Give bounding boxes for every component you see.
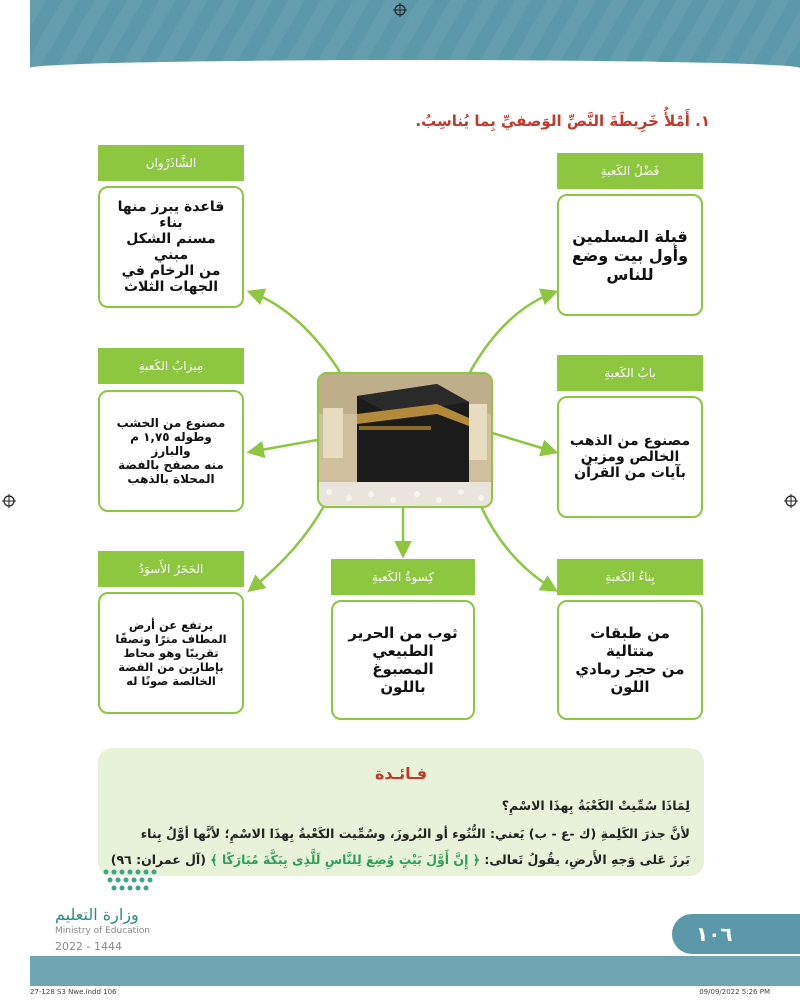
box-shadharwan-text: قاعدة يبرز منها بناء مسنم الشكل مبني من الرخام في الجهات الثلاث	[117, 199, 225, 295]
box-bab[interactable]	[557, 396, 703, 518]
label-bina: بِناءُ الكَعبةِ	[557, 559, 703, 595]
benefit-answer-line-1: لأنَّ جذرَ الكَلِمةِ (ك -ع - ب) يَعني: النُّتُوء أو البُروزَ، وسُمِّيت الكَعْبةُ بِهذَا الاسْمِ؛ لأنَّها أوَّلُ بِناء	[140, 826, 690, 841]
vision-dots-logo	[100, 866, 172, 894]
box-bina-text: من طبقات متتالية من حجر رمادي اللون	[575, 624, 685, 696]
box-hajar[interactable]	[98, 592, 244, 714]
benefit-title: فـائـدة	[374, 764, 428, 783]
label-bab: بابُ الكَعبةِ	[557, 355, 703, 391]
registration-mark-icon	[393, 2, 407, 16]
label-kiswa: كِسوةُ الكَعبةِ	[331, 559, 475, 595]
label-fadl: فَضْلُ الكَعبةِ	[557, 153, 703, 189]
benefit-answer-line-2	[110, 852, 690, 867]
label-shadharwan: الشَّاذَرْوان	[98, 145, 244, 181]
benefit-answer-intro: بَرزَ عَلى وَجهِ الأَرضِ، يقُولُ تَعالى:	[484, 852, 690, 867]
box-mizab-text: مصنوع من الخشب وطوله ١,٧٥ م والبارز منه مصفح بالفضة المحلاة بالذهب	[116, 416, 226, 486]
quran-verse: ﴿ إِنَّ أَوَّلَ بَيْتٍ وُضِعَ لِلنَّاسِ لَلَّذِى بِبَكَّةَ مُبَارَكًا ﴾	[210, 852, 481, 867]
ministry-name-en: Ministry of Education	[55, 926, 150, 936]
footer-timestamp: 09/09/2022 5:26 PM	[699, 988, 770, 996]
verse-reference: (آل عمران: ٩٦)	[110, 852, 206, 867]
box-hajar-text: يرتفع عن أرض المطاف مترًا ونصفًا تقريبًا وهو محاط بإطارين من الفضة الخالصة صونًا له	[115, 618, 227, 688]
box-mizab[interactable]	[98, 390, 244, 512]
header-pattern	[30, 0, 800, 68]
label-mizab: مِيزابُ الكَعبةِ	[98, 348, 244, 384]
box-bab-text: مصنوع من الذهب الخالص ومزين بآيات من القرآن	[569, 433, 691, 481]
footer-file-info: 27-128 S3 Nwe.indd 106	[30, 988, 117, 996]
box-bina[interactable]	[557, 600, 703, 720]
registration-mark-icon	[784, 493, 798, 507]
box-fadl-text: قبلة المسلمين وأول بيت وضع للناس	[571, 226, 689, 284]
box-fadl[interactable]	[557, 194, 703, 316]
page-number: ١٠٦	[672, 914, 800, 954]
kaaba-photo	[317, 372, 493, 508]
box-kiswa[interactable]	[331, 600, 475, 720]
ministry-name-ar: وزارة التعليم	[55, 905, 139, 924]
header-wave	[30, 60, 800, 76]
edition-year: 2022 - 1444	[55, 940, 122, 953]
header-band	[30, 0, 800, 68]
benefit-question: لِمَاذَا سُمِّيتْ الكَعْبَةُ بِهذَا الاسْمِ؟	[501, 798, 690, 813]
footer-band	[30, 956, 800, 986]
question-heading: ١. أَمْلأُ خَرِيطَةَ النَّصِّ الوَصفيِّ بِما يُناسِبُ.	[415, 112, 710, 130]
ministry-logo	[55, 905, 215, 953]
label-hajar: الحَجَرُ الأَسوَدُ	[98, 551, 244, 587]
registration-mark-icon	[2, 493, 16, 507]
box-kiswa-text: ثوب من الحرير الطبيعي المصبوغ باللون	[348, 624, 458, 696]
box-shadharwan[interactable]	[98, 186, 244, 308]
benefit-box	[98, 748, 704, 876]
